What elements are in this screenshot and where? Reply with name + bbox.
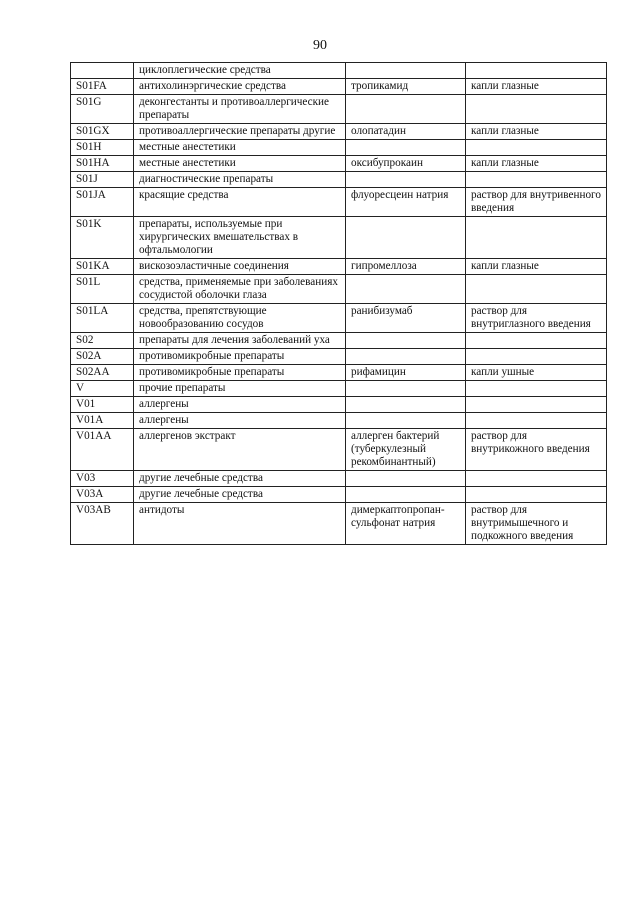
pharmacological-group: красящие средства bbox=[134, 188, 346, 217]
drug-name bbox=[346, 333, 466, 349]
atc-code bbox=[71, 63, 134, 79]
dosage-form: раствор для внутривенного введения bbox=[466, 188, 607, 217]
table-row bbox=[71, 63, 607, 79]
atc-code: S01LA bbox=[71, 304, 134, 333]
drug-name bbox=[346, 140, 466, 156]
dosage-form bbox=[466, 471, 607, 487]
atc-code: S01L bbox=[71, 275, 134, 304]
drug-name bbox=[346, 487, 466, 503]
pharmacological-group: циклоплегические средства bbox=[134, 63, 346, 79]
atc-code: S01H bbox=[71, 140, 134, 156]
drug-name bbox=[346, 172, 466, 188]
table-row bbox=[71, 259, 607, 275]
pharmacological-group: противомикробные препараты bbox=[134, 349, 346, 365]
drug-name: рифамицин bbox=[346, 365, 466, 381]
drug-name: олопатадин bbox=[346, 124, 466, 140]
dosage-form bbox=[466, 397, 607, 413]
table-row bbox=[71, 217, 607, 259]
atc-code: S02AA bbox=[71, 365, 134, 381]
dosage-form bbox=[466, 172, 607, 188]
pharmacological-group: противоаллергические препараты другие bbox=[134, 124, 346, 140]
drug-name bbox=[346, 471, 466, 487]
dosage-form bbox=[466, 140, 607, 156]
drug-name: флуоресцеин натрия bbox=[346, 188, 466, 217]
pharmacological-group: средства, препятствующие новообразованию сосудов bbox=[134, 304, 346, 333]
pharmacological-group: прочие препараты bbox=[134, 381, 346, 397]
dosage-form bbox=[466, 381, 607, 397]
table-row bbox=[71, 365, 607, 381]
pharmacological-group: препараты для лечения заболеваний уха bbox=[134, 333, 346, 349]
table-row bbox=[71, 79, 607, 95]
dosage-form: раствор для внутрикожного введения bbox=[466, 429, 607, 471]
pharmacological-group: средства, применяемые при заболеваниях сосудистой оболочки глаза bbox=[134, 275, 346, 304]
table-row bbox=[71, 304, 607, 333]
dosage-form: капли глазные bbox=[466, 156, 607, 172]
table-row bbox=[71, 349, 607, 365]
pharmacological-group: диагностические препараты bbox=[134, 172, 346, 188]
pharmacological-group: другие лечебные средства bbox=[134, 471, 346, 487]
drug-name: тропикамид bbox=[346, 79, 466, 95]
dosage-form: капли глазные bbox=[466, 259, 607, 275]
pharmacological-group: местные анестетики bbox=[134, 156, 346, 172]
dosage-form: капли ушные bbox=[466, 365, 607, 381]
dosage-form: капли глазные bbox=[466, 124, 607, 140]
pharmacological-group: деконгестанты и противоаллергические препараты bbox=[134, 95, 346, 124]
atc-code: V bbox=[71, 381, 134, 397]
dosage-form: капли глазные bbox=[466, 79, 607, 95]
table-row bbox=[71, 95, 607, 124]
table-row bbox=[71, 275, 607, 304]
atc-code: V01AA bbox=[71, 429, 134, 471]
atc-code: V01 bbox=[71, 397, 134, 413]
drug-name: аллерген бактерий (туберкулезный рекомбинантный) bbox=[346, 429, 466, 471]
pharmacological-group: местные анестетики bbox=[134, 140, 346, 156]
atc-code: V01A bbox=[71, 413, 134, 429]
dosage-form bbox=[466, 95, 607, 124]
drug-name: ранибизумаб bbox=[346, 304, 466, 333]
drug-name bbox=[346, 349, 466, 365]
table-row bbox=[71, 333, 607, 349]
drug-name: оксибупрокаин bbox=[346, 156, 466, 172]
table-row bbox=[71, 381, 607, 397]
table-row bbox=[71, 503, 607, 545]
pharmacological-group: антихолинэргические средства bbox=[134, 79, 346, 95]
dosage-form bbox=[466, 333, 607, 349]
dosage-form bbox=[466, 275, 607, 304]
table-row bbox=[71, 156, 607, 172]
drug-name: гипромеллоза bbox=[346, 259, 466, 275]
drug-table bbox=[70, 62, 607, 545]
atc-code: S01HA bbox=[71, 156, 134, 172]
pharmacological-group: вискозоэластичные соединения bbox=[134, 259, 346, 275]
dosage-form bbox=[466, 349, 607, 365]
drug-name bbox=[346, 63, 466, 79]
atc-code: S01J bbox=[71, 172, 134, 188]
pharmacological-group: аллергенов экстракт bbox=[134, 429, 346, 471]
drug-name bbox=[346, 413, 466, 429]
dosage-form: раствор для внутримышечного и подкожного введения bbox=[466, 503, 607, 545]
drug-name bbox=[346, 381, 466, 397]
pharmacological-group: аллергены bbox=[134, 413, 346, 429]
atc-code: S02A bbox=[71, 349, 134, 365]
pharmacological-group: аллергены bbox=[134, 397, 346, 413]
atc-code: V03AB bbox=[71, 503, 134, 545]
atc-code: S02 bbox=[71, 333, 134, 349]
dosage-form bbox=[466, 63, 607, 79]
atc-code: S01G bbox=[71, 95, 134, 124]
table-row bbox=[71, 397, 607, 413]
drug-name: димеркаптопропан-сульфонат натрия bbox=[346, 503, 466, 545]
table-row bbox=[71, 487, 607, 503]
table-row bbox=[71, 413, 607, 429]
drug-name bbox=[346, 275, 466, 304]
atc-code: V03A bbox=[71, 487, 134, 503]
page-number: 90 bbox=[313, 38, 327, 53]
dosage-form bbox=[466, 217, 607, 259]
atc-code: S01KA bbox=[71, 259, 134, 275]
table-row bbox=[71, 124, 607, 140]
atc-code: S01K bbox=[71, 217, 134, 259]
pharmacological-group: противомикробные препараты bbox=[134, 365, 346, 381]
atc-code: S01GX bbox=[71, 124, 134, 140]
table-row bbox=[71, 188, 607, 217]
table-row bbox=[71, 140, 607, 156]
drug-name bbox=[346, 95, 466, 124]
pharmacological-group: другие лечебные средства bbox=[134, 487, 346, 503]
table-row bbox=[71, 471, 607, 487]
dosage-form: раствор для внутриглазного введения bbox=[466, 304, 607, 333]
dosage-form bbox=[466, 413, 607, 429]
atc-code: S01FA bbox=[71, 79, 134, 95]
atc-code: V03 bbox=[71, 471, 134, 487]
dosage-form bbox=[466, 487, 607, 503]
pharmacological-group: препараты, используемые при хирургических вмешательствах в офтальмологии bbox=[134, 217, 346, 259]
drug-name bbox=[346, 397, 466, 413]
table-row bbox=[71, 172, 607, 188]
pharmacological-group: антидоты bbox=[134, 503, 346, 545]
drug-name bbox=[346, 217, 466, 259]
table-row bbox=[71, 429, 607, 471]
atc-code: S01JA bbox=[71, 188, 134, 217]
